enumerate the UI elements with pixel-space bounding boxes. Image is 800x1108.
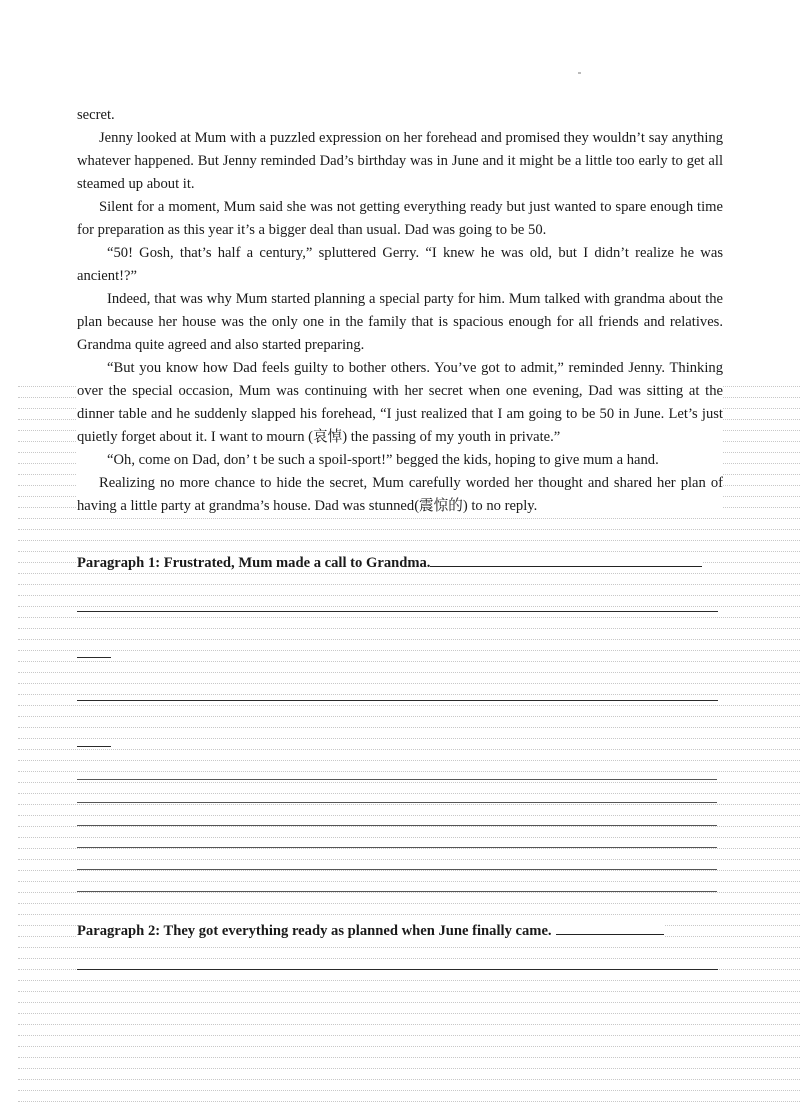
dotted-guide-line <box>18 617 800 618</box>
paragraph2-prompt <box>77 920 664 940</box>
dotted-guide-line <box>18 705 800 706</box>
dotted-guide-line <box>18 1079 800 1080</box>
dotted-guide-line <box>18 815 800 816</box>
dotted-guide-line <box>18 903 800 904</box>
writing-line[interactable] <box>77 847 717 848</box>
dotted-guide-line <box>18 837 800 838</box>
dotted-guide-line <box>18 661 800 662</box>
writing-line[interactable] <box>77 891 717 892</box>
dotted-guide-line <box>18 881 800 882</box>
dotted-guide-line <box>18 1013 800 1014</box>
writing-line[interactable] <box>77 779 717 780</box>
dotted-guide-line <box>18 782 800 783</box>
dotted-guide-line <box>18 947 800 948</box>
paragraph1-inline-blank[interactable] <box>430 552 702 567</box>
story-paragraph: “50! Gosh, that’s half a century,” spluttered Gerry. “I knew he was old, but I didn’t realize he was ancient!?” <box>77 245 723 284</box>
story-paragraph: Jenny looked at Mum with a puzzled expression on her forehead and promised they wouldn’t say anything whatever happened. But Jenny reminded Dad’s birthday was in June and it might be a little too early to get all steamed up about it. <box>77 130 723 192</box>
dotted-guide-line <box>18 529 800 530</box>
dotted-guide-line <box>18 650 800 651</box>
dotted-guide-line <box>18 1068 800 1069</box>
writing-line-short[interactable] <box>77 657 111 658</box>
dotted-guide-line <box>18 716 800 717</box>
dotted-guide-line <box>18 958 800 959</box>
story-paragraph: Indeed, that was why Mum started planning a special party for him. Mum talked with grandma about the plan because her house was the only one in the family that is spacious enough for all friends and relatives. Grandma quite agreed and also started preparing. <box>77 291 723 353</box>
dotted-guide-line <box>18 540 800 541</box>
dotted-guide-line <box>18 694 800 695</box>
scan-speck <box>578 72 581 74</box>
dotted-guide-line <box>18 1035 800 1036</box>
dotted-guide-line <box>18 518 800 519</box>
dotted-guide-line <box>18 1024 800 1025</box>
dotted-guide-line <box>18 859 800 860</box>
dotted-guide-line <box>18 771 800 772</box>
dotted-guide-line <box>18 991 800 992</box>
dotted-guide-line <box>18 727 800 728</box>
paragraph2-inline-blank[interactable] <box>556 920 664 935</box>
dotted-guide-line <box>18 738 800 739</box>
writing-line[interactable] <box>77 611 718 612</box>
dotted-guide-line <box>18 848 800 849</box>
dotted-guide-line <box>18 639 800 640</box>
dotted-guide-line <box>18 760 800 761</box>
dotted-guide-line <box>18 606 800 607</box>
writing-line[interactable] <box>77 869 717 870</box>
dotted-guide-line <box>18 628 800 629</box>
story-paragraph: Realizing no more chance to hide the secret, Mum carefully worded her thought and shared her plan of having a little party at grandma’s house. Dad was stunned(震惊的) to no reply. <box>77 475 723 514</box>
dotted-guide-line <box>18 1101 800 1102</box>
dotted-guide-line <box>18 1002 800 1003</box>
paragraph1-prompt-text: Paragraph 1: Frustrated, Mum made a call to Grandma. <box>77 555 431 571</box>
dotted-guide-line <box>18 683 800 684</box>
story-paragraph: “But you know how Dad feels guilty to bother others. You’ve got to admit,” reminded Jenny. Thinking over the special occasion, Mum was continuing with her secret when one evening, Dad was sitting at the dinner table and he suddenly slapped his forehead, “I just realized that I am going to be 50 in June. Let’s just quietly forget about it. I want to mourn (哀悼) the passing of my youth in private.” <box>77 360 723 445</box>
story-paragraph: “Oh, come on Dad, don’ t be such a spoil-sport!” begged the kids, hoping to give mum a hand. <box>107 452 659 468</box>
dotted-guide-line <box>18 1057 800 1058</box>
dotted-guide-line <box>18 914 800 915</box>
dotted-guide-line <box>18 980 800 981</box>
story-text <box>77 104 723 518</box>
paragraph1-prompt <box>77 552 702 572</box>
writing-line[interactable] <box>77 825 717 826</box>
writing-line-short[interactable] <box>77 746 111 747</box>
dotted-guide-line <box>18 1046 800 1047</box>
writing-line[interactable] <box>77 802 717 803</box>
paragraph2-prompt-text: Paragraph 2: They got everything ready as planned when June finally came. <box>77 923 552 939</box>
dotted-guide-line <box>18 672 800 673</box>
dotted-guide-line <box>18 573 800 574</box>
dotted-guide-line <box>18 892 800 893</box>
dotted-guide-line <box>18 826 800 827</box>
dotted-guide-line <box>18 870 800 871</box>
dotted-guide-line <box>18 793 800 794</box>
writing-line[interactable] <box>77 700 718 701</box>
story-paragraph: secret. <box>77 107 115 123</box>
writing-line[interactable] <box>77 969 718 970</box>
dotted-guide-line <box>18 749 800 750</box>
dotted-guide-line <box>18 804 800 805</box>
dotted-guide-line <box>18 595 800 596</box>
story-paragraph: Silent for a moment, Mum said she was not getting everything ready but just wanted to spare enough time for preparation as this year it’s a bigger deal than usual. Dad was going to be 50. <box>77 199 723 238</box>
dotted-guide-line <box>18 1090 800 1091</box>
dotted-guide-line <box>18 584 800 585</box>
